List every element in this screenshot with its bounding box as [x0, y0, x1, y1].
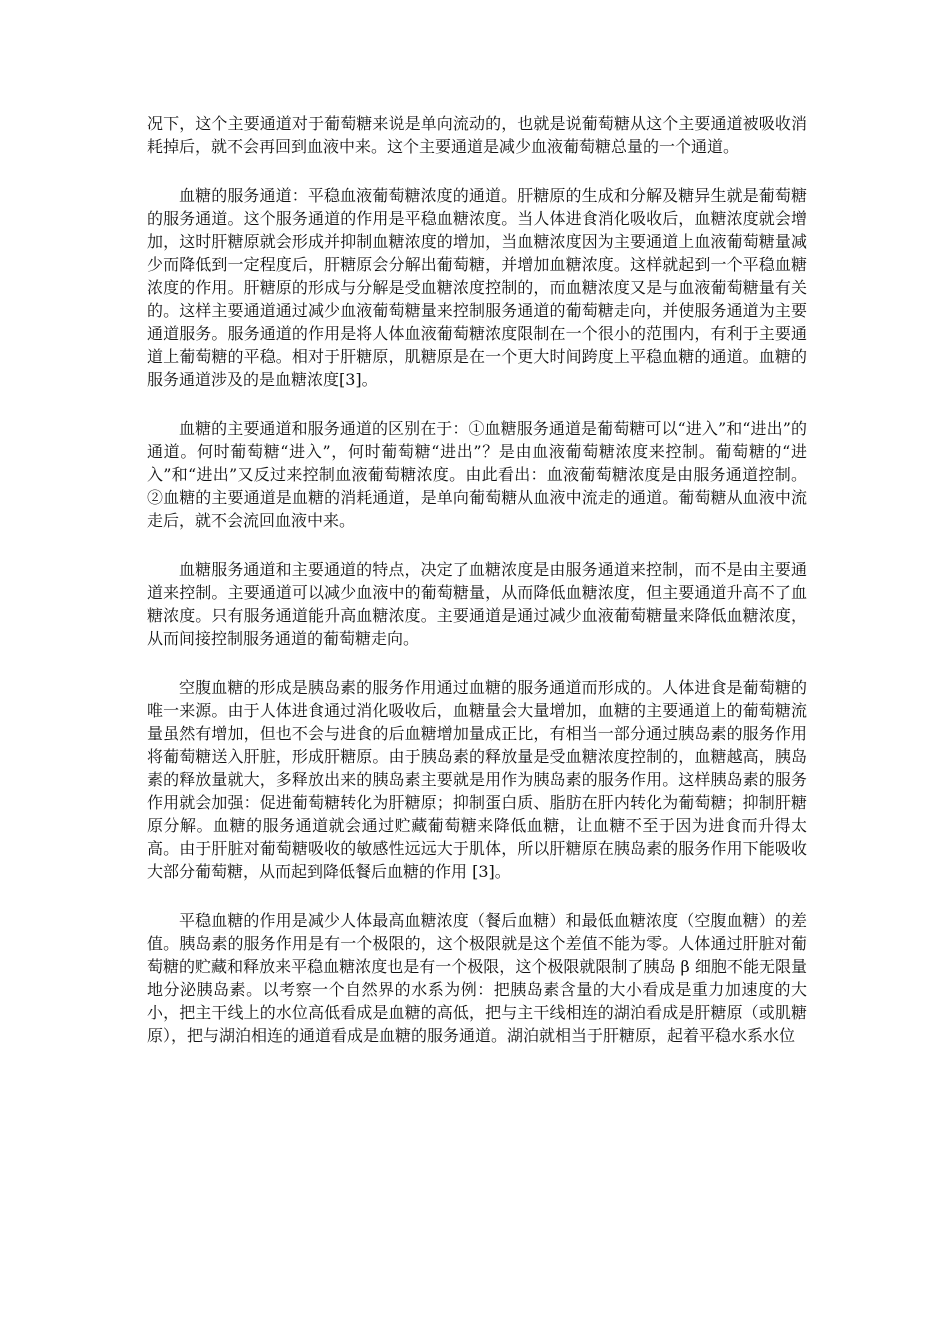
paragraph-6: 平稳血糖的作用是减少人体最高血糖浓度（餐后血糖）和最低血糖浓度（空腹血糖）的差值。胰岛素的服务作用是有一个极限的，这个极限就是这个差值不能为零。人体通过肝脏对葡萄糖的贮藏和释放来平稳血糖浓度也是有一个极限，这个极限就限制了胰岛 β 细胞不能无限量地分泌胰岛素。以考察一个自然界的水系为例：把胰岛素含量的大小看成是重力加速度的大小，把主干线上的水位高低看成是血糖的高低，把与主干线相连的湖泊看成是肝糖原（或肌糖原），把与湖泊相连的通道看成是血糖的服务通道。湖泊就相当于肝糖原，起着平稳水系水位 — [147, 911, 807, 1045]
paragraph-5: 空腹血糖的形成是胰岛素的服务作用通过血糖的服务通道而形成的。人体进食是葡萄糖的唯一来源。由于人体进食通过消化吸收后，血糖量会大量增加，血糖的主要通道上的葡萄糖流量虽然有增加，但也不会与进食的后血糖增加量成正比，有相当一部分通过胰岛素的服务作用将葡萄糖送入肝脏，形成肝糖原。由于胰岛素的释放量是受血糖浓度控制的，血糖越高，胰岛素的释放量就大，多释放出来的胰岛素主要就是用作为胰岛素的服务作用。这样胰岛素的服务作用就会加强：促进葡萄糖转化为肝糖原；抑制蛋白质、脂肪在肝内转化为葡萄糖；抑制肝糖原分解。血糖的服务通道就会通过贮藏葡萄糖来降低血糖，让血糖不至于因为进食而升得太高。由于肝脏对葡萄糖吸收的敏感性远远大于肌体，所以肝糖原在胰岛素的服务作用下能吸收大部分葡萄糖，从而起到降低餐后血糖的作用 [3]。 — [147, 678, 807, 881]
paragraph-1: 况下，这个主要通道对于葡萄糖来说是单向流动的，也就是说葡萄糖从这个主要通道被吸收消耗掉后，就不会再回到血液中来。这个主要通道是减少血液葡萄糖总量的一个通道。 — [147, 114, 807, 156]
paragraph-4: 血糖服务通道和主要通道的特点，决定了血糖浓度是由服务通道来控制，而不是由主要通道来控制。主要通道可以减少血液中的葡萄糖量，从而降低血糖浓度，但主要通道升高不了血糖浓度。只有服务通道能升高血糖浓度。主要通道是通过减少血液葡萄糖量来降低血糖浓度，从而间接控制服务通道的葡萄糖走向。 — [147, 560, 807, 648]
document-body — [147, 112, 807, 1073]
paragraph-3: 血糖的主要通道和服务通道的区别在于：①血糖服务通道是葡萄糖可以“进入”和“进出”的通道。何时葡萄糖“进入”，何时葡萄糖“进出”？是由血液葡萄糖浓度来控制。葡萄糖的“进入”和“进出”又反过来控制血液葡萄糖浓度。由此看出：血液葡萄糖浓度是由服务通道控制。②血糖的主要通道是血糖的消耗通道，是单向葡萄糖从血液中流走的通道。葡萄糖从血液中流走后，就不会流回血液中来。 — [147, 419, 807, 530]
paragraph-2: 血糖的服务通道：平稳血液葡萄糖浓度的通道。肝糖原的生成和分解及糖异生就是葡萄糖的服务通道。这个服务通道的作用是平稳血糖浓度。当人体进食消化吸收后，血糖浓度就会增加，这时肝糖原就会形成并抑制血糖浓度的增加，当血糖浓度因为主要通道上血液葡萄糖量减少而降低到一定程度后，肝糖原会分解出葡萄糖，并增加血糖浓度。这样就起到一个平稳血糖浓度的作用。肝糖原的形成与分解是受血糖浓度控制的，而血糖浓度又是与血液葡萄糖量有关的。这样主要通道通过减少血液葡萄糖量来控制服务通道的葡萄糖走向，并使服务通道为主要通道服务。服务通道的作用是将人体血液葡萄糖浓度限制在一个很小的范围内，有利于主要通道上葡萄糖的平稳。相对于肝糖原，肌糖原是在一个更大时间跨度上平稳血糖的通道。血糖的服务通道涉及的是血糖浓度[3]。 — [147, 186, 807, 389]
